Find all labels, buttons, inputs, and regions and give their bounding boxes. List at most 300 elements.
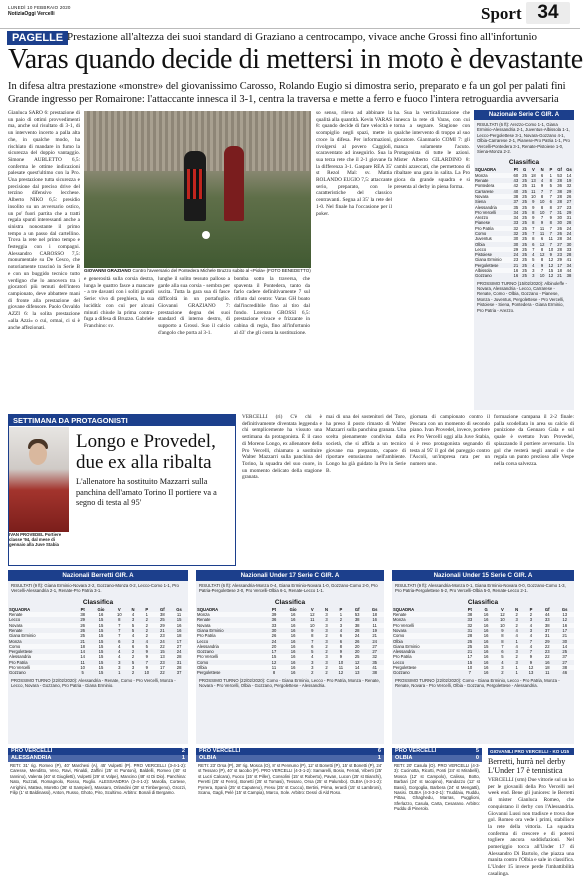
standings-cell: 16 — [478, 654, 494, 659]
standings-cell: 4 — [523, 633, 539, 638]
standings-cell: 15 — [176, 617, 182, 623]
standings-cell: 8 — [501, 638, 504, 644]
standings-cell: 5 — [131, 659, 135, 665]
match-report: RETI: 23' Orsa (P), 28' rig. Mosca (O), 8' st Pennuno (P), 12' st Bonetti (P), 15' st Bonetti (P), 24' st Tessaro (P), 40' st Iacobo (P). PRO VERCELLI (4-3-1-2): Samarelli, Bosio, Ferrati, Viberti (25' st Lucri Calcara), Fuoco (15' st Piller), Consolini (15' st Roberto), Pavan, Lucon (25' st Bianchi), Peretti (25' st Ferro), Bonetti (25' st Tomasi), Tessaro, Orsa (25' st Palumbo). OLBIA (4-3-1-2): Pyrrera, Spanò (25' st Caputeno), Fresu (25' st Cuccu), Bertini, Prima, Ierardi (15' st Lambroni), Scanu, Gagli, Pelè (15' st Campia), Marco, Sole. Arbitro: Dessì di Ald Roso. — [198, 763, 382, 796]
standings-cell: 4 — [127, 633, 139, 638]
standings-column-header: Gf — [557, 167, 562, 173]
standings-cell: Pro Vercelli — [475, 209, 497, 215]
standings-cell: 3 — [494, 665, 510, 670]
standings-cell: 2 — [311, 670, 314, 676]
standings-row — [8, 633, 188, 638]
standings-cell: 2 — [523, 612, 539, 617]
standings-cell: 8 — [538, 205, 547, 210]
standings-cell: 17 — [155, 665, 171, 670]
standings-cell: 3 — [529, 268, 538, 273]
standings-cell: 25 — [562, 649, 568, 655]
standings-cell: 9 — [529, 215, 538, 220]
league-next-round: PROSSIMO TURNO (22/02/2020): Como - Giana Erminio, Lecco - Pro Patria, Monza - Renate, Novara - Pro Vercelli, Olbia - Gozzano, Pergolettese - Alessandria. — [395, 677, 560, 689]
standings-cell: 11 — [539, 231, 545, 236]
standings-cell: 3 — [515, 617, 518, 623]
article-column-3: lunghe il solito tessuto palloso a garde alla sua corsia - sembra per uscita. Tutta la gara sua di fasce difficoltà in un portafoglio. Giovanni GRAZIANO 7: prestazione degna dei suoi standard di interno destro, di supporto a Grossi. Suo il calcio d'angolo che porta al 3-1. — [158, 276, 230, 336]
standings-column-header: P — [549, 167, 553, 173]
standings-cell: 12 — [338, 670, 344, 676]
standings-cell: 22 — [155, 644, 171, 649]
standings-cell: 6 — [339, 638, 343, 644]
standings-cell: 25 — [520, 247, 529, 252]
standings-cell: 43 — [513, 178, 519, 184]
standings-cell: 18 — [75, 644, 91, 649]
standings-cell: 10 — [539, 209, 545, 215]
section-title: Sport — [481, 4, 522, 23]
standings-cell: Novara — [393, 628, 407, 633]
standings-cell: 16 — [478, 612, 494, 617]
standings-cell: 24 — [176, 649, 182, 655]
standings-cell: 27 — [555, 205, 564, 210]
league-standings — [392, 607, 574, 676]
standings-cell: 16 — [483, 649, 489, 655]
standings-cell: 7 — [494, 644, 510, 649]
standings-column-header: V — [117, 606, 121, 612]
standings-cell: 3 — [131, 617, 135, 623]
standings-cell: 9 — [501, 628, 504, 633]
standings-cell: 3 — [304, 665, 320, 670]
standings-cell: 25 — [522, 199, 527, 205]
standings-cell: 10 — [546, 247, 555, 252]
standings-cell: 8 — [272, 670, 276, 676]
standings-cell: 11 — [531, 188, 536, 194]
standings-cell: 3 — [325, 638, 328, 644]
standings-cell: 38 — [511, 194, 520, 199]
standings-cell: 21 — [557, 273, 562, 279]
standings-column-header: SQUADRA — [197, 606, 219, 612]
match-score-home — [392, 748, 482, 755]
standings-cell: 27 — [372, 649, 377, 655]
standings-cell: Como — [197, 659, 209, 665]
standings-column-header: Gs — [566, 167, 572, 173]
standings-cell: 9 — [540, 220, 544, 226]
standings-cell: 16 — [478, 623, 494, 628]
standings-cell: Monza — [9, 638, 22, 644]
standings-cell: 10 — [462, 665, 478, 670]
standings-cell: 28 — [557, 199, 562, 205]
standings-cell: 10 — [338, 659, 344, 665]
article-kicker: Prestazione all'altezza dei suoi standard di Graziano a centrocampo, vivace anche Grossi fino all'infortunio — [67, 31, 538, 43]
standings-cell: Alessandria — [196, 644, 266, 649]
standings-cell: 8 — [529, 236, 538, 241]
standings-cell: 4 — [127, 612, 139, 617]
league-standings — [8, 607, 188, 676]
standings-cell: 2 — [320, 633, 332, 638]
standings-cell: 21 — [160, 628, 165, 633]
match-score-home — [196, 748, 384, 755]
standings-cell: 20 — [266, 644, 282, 649]
standings-cell: 12 — [523, 665, 539, 670]
standings-cell: 34 — [511, 215, 520, 220]
standings-column-header: Gf — [544, 606, 550, 612]
standings-cell: Renate — [475, 178, 489, 184]
standings-column-header: SQUADRA — [475, 167, 497, 173]
standings-cell: 4 — [532, 252, 535, 258]
standings-cell: 4 — [145, 638, 148, 644]
away-score: 1 — [377, 755, 381, 761]
protagonisti-headline: Longo e Provedel, due ex alla ribalta — [76, 431, 216, 473]
standings-cell: 31 — [176, 659, 182, 665]
standings-cell: 7 — [529, 649, 533, 655]
standings-cell: 38 — [557, 188, 562, 194]
protagonisti-bar: SETTIMANA DA PROTAGONISTI — [9, 415, 235, 426]
standings-cell: 28 — [555, 194, 564, 199]
standings-column-header: N — [515, 606, 519, 612]
match-score-away — [392, 755, 482, 762]
standings-cell: Monza — [196, 612, 266, 617]
standings-column-header: Gio — [289, 606, 297, 612]
away-team: ALESSANDRIA — [11, 755, 52, 761]
standings-cell: 28 — [557, 178, 562, 184]
standings-cell: 12 — [562, 617, 568, 623]
standings-cell: 20 — [354, 649, 360, 655]
standings-cell: Gozzano — [475, 273, 492, 279]
standings-cell: Gozzano — [9, 670, 26, 676]
standings-cell: 17 — [176, 638, 182, 644]
serie-c-standings-title: Classifica — [508, 159, 540, 167]
standings-cell: 38 — [555, 665, 574, 670]
standings-column-header: G — [484, 606, 488, 612]
match-box-berretti — [8, 748, 188, 838]
standings-cell: 16 — [478, 633, 494, 638]
standings-cell: 21 — [513, 262, 519, 268]
standings-cell: 25 — [520, 194, 529, 199]
standings-cell: 16 — [290, 628, 296, 633]
standings-cell: 41 — [564, 257, 574, 262]
standings-cell: 6 — [304, 644, 320, 649]
standings-cell: 11 — [545, 670, 550, 676]
standings-cell: 17 — [462, 654, 478, 659]
standings-cell: 32 — [564, 183, 574, 188]
standings-cell: 3 — [320, 654, 332, 659]
standings-cell: 35 — [511, 205, 520, 210]
standings-cell: 10 — [539, 273, 545, 279]
standings-cell: 27 — [557, 241, 562, 247]
standings-cell: 3 — [320, 623, 332, 628]
standings-cell: 5 — [546, 183, 555, 188]
standings-cell: 28 — [555, 247, 564, 252]
standings-cell: 7 — [145, 659, 148, 665]
home-score: 6 — [377, 748, 381, 754]
standings-cell: 3 — [532, 273, 535, 279]
standings-cell: Alessandria — [474, 205, 511, 210]
standings-cell: 30 — [511, 236, 520, 241]
standings-cell: 15 — [478, 644, 494, 649]
standings-cell: Novara — [196, 623, 266, 628]
standings-cell: 8 — [118, 617, 121, 623]
league-results: RISULTATI (9 ft): Giana Erminio-Novara 2-2, Gozzano-Monza 0-2, Lecco-Como 1-1, Pro Vercelli-Alessandria 2-1, Renate-Pro Patria 3-1. — [11, 583, 179, 594]
standings-cell: Pro Vercelli — [196, 654, 266, 659]
standings-cell: 3 — [515, 659, 518, 665]
standings-cell: Novara — [474, 194, 511, 199]
standings-cell: Albissola — [474, 268, 511, 273]
standings-cell: 15 — [98, 617, 104, 623]
standings-cell: 36 — [555, 183, 564, 188]
standings-column-header: Gf — [160, 606, 165, 612]
standings-cell: 2 — [325, 670, 328, 676]
standings-cell: 22 — [160, 670, 165, 676]
standings-cell: 4 — [511, 633, 523, 638]
standings-cell: 26 — [564, 194, 574, 199]
standings-cell: 7 — [540, 188, 544, 194]
standings-cell: 2 — [131, 670, 135, 676]
standings-cell: 32 — [462, 623, 478, 628]
standings-cell: 16 — [290, 649, 296, 655]
standings-cell: 28 — [555, 236, 564, 241]
standings-cell: Giana Erminio — [197, 628, 224, 633]
standings-cell: 31 — [564, 215, 574, 220]
standings-cell: 4 — [523, 644, 539, 649]
section-rule — [0, 28, 580, 29]
standings-cell: 2 — [145, 617, 148, 623]
standings-cell: 16 — [90, 612, 111, 617]
standings-cell: 6 — [538, 173, 547, 178]
standings-cell: Pro Patria — [474, 226, 511, 231]
standings-cell: 9 — [546, 215, 555, 220]
match-score-away — [196, 755, 384, 762]
photo-caption — [84, 268, 311, 274]
standings-body — [196, 612, 384, 676]
standings-cell: Pro Vercelli — [392, 623, 462, 628]
standings-cell: 3 — [529, 628, 533, 633]
standings-cell: 41 — [365, 665, 384, 670]
standings-cell: 20 — [349, 644, 365, 649]
standings-cell: 1 — [139, 612, 155, 617]
standings-column-header: N — [131, 606, 135, 612]
standings-cell: 16 — [290, 638, 296, 644]
standings-cell: 26 — [75, 623, 91, 628]
standings-cell: 25 — [520, 183, 529, 188]
standings-cell: 60 — [511, 173, 520, 178]
match-report: RETI: 20' Casula (O). PRO VERCELLI (4-3-3): Cucinotta, Ricotti, Ponti (24' st Mirabelli), Mosca (12' st Campolo), Calisso, Botto, Barbari (24' st Iacopino), Randazzo (12' st Bassi), Gorgoglia, Barbera (24' st Mengatti), Nasisi. OLBIA (4-3-3-2-1): Truddaiu, Ruddu, Pittau, Ghaghedu, Marras, Pugglioni, Sferlazzo, Casula, Carta, Cesarano. Arbitro: Puddu di Pinerolo. — [394, 763, 480, 812]
standings-cell: 7 — [112, 623, 128, 628]
standings-cell: 29 — [511, 247, 520, 252]
standings-cell: 26 — [266, 633, 282, 638]
standings-cell: 34 — [513, 209, 519, 215]
standings-cell: Renate — [9, 628, 23, 633]
standings-cell: 38 — [75, 612, 91, 617]
match-box-under15 — [392, 748, 482, 838]
standings-cell: Pro Vercelli — [8, 665, 75, 670]
standings-cell: 3 — [529, 617, 533, 623]
standings-cell: 15 — [98, 659, 104, 665]
standings-column-header: SQUADRA — [9, 606, 31, 612]
standings-cell: 7 — [112, 633, 128, 638]
league-box-berretti — [8, 570, 188, 744]
protagonisti-column-1: VERCELLI (ri) C'è chi è definitivamente diventata leggenda e chi semplicemente ha vissuto una settimana da protagonista. È il caso di Moreno Longo, ex allenatore della Pro Vercelli, chiamato a sostituire Walter Mazzarri sulla panchina del Torino, la squadra del suo cuore, in un momento delicato della stagione granata. — [242, 414, 322, 481]
home-score: 5 — [475, 748, 479, 754]
standings-cell: 34 — [564, 236, 574, 241]
standings-cell: 15 — [467, 659, 473, 665]
home-team: PRO VERCELLI — [11, 748, 53, 754]
standings-column-header: P — [339, 606, 343, 612]
standings-cell: 30 — [566, 241, 572, 247]
standings-cell: 15 — [90, 623, 111, 628]
standings-cell: 14 — [564, 173, 574, 178]
standings-cell: 11 — [80, 659, 85, 665]
standings-cell: 38 — [372, 670, 377, 676]
standings-cell: 1 — [118, 670, 121, 676]
league-box-under15 — [392, 570, 574, 744]
league-next-round: PROSSIMO TURNO (22/02/2020): Alessandria - Renate, Como - Pro Vercelli, Monza - Lecco, Novara - Gozzano, Pro Patria - Giana Erminio. — [11, 677, 176, 689]
standings-cell: 23 — [557, 252, 562, 258]
standings-cell: Renate — [197, 617, 211, 623]
standings-cell: 5 — [131, 628, 135, 633]
standings-cell: Gozzano — [393, 670, 410, 676]
standings-cell: 7 — [311, 638, 314, 644]
standings-cell: 2 — [325, 649, 328, 655]
standings-cell: 12 — [271, 659, 277, 665]
standings-cell: 8 — [549, 220, 553, 226]
standings-cell: 7 — [468, 670, 472, 676]
standings-row — [474, 220, 574, 225]
standings-cell: 14 — [555, 644, 574, 649]
standings-body — [392, 612, 574, 676]
standings-cell: Monza — [393, 617, 406, 623]
standings-column-header: Gs — [561, 606, 568, 612]
article-deck: In difesa altra prestazione «monstre» del giovanissimo Carosso, Rolando Eugio si dimostra serio, preparato e fa un gol per palati fini Grande ingresso per Romairone: l'attaccante innesca il 3-1, centra la traversa e mette a ferro e fuoco l'intera retroguardia avversaria — [8, 81, 566, 105]
standings-cell: Olbia — [475, 241, 485, 247]
standings-cell: 13 — [528, 670, 534, 676]
standings-cell: 15 — [266, 654, 282, 659]
standings-cell: 5 — [494, 654, 510, 659]
standings-cell: Giana Erminio — [8, 633, 75, 638]
standings-cell: 31 — [557, 209, 562, 215]
serie-c-standings — [474, 167, 574, 278]
standings-cell: 3 — [325, 617, 328, 623]
photo-caption-text: Contro l'avversario del Pontedera Michele Bruzzo subito al «Piola» (FOTO BENEDETTO) — [132, 268, 311, 273]
standings-cell: 4 — [540, 178, 544, 184]
league-standings — [196, 607, 384, 676]
standings-cell: Pontedera — [474, 183, 511, 188]
standings-cell: 4 — [532, 262, 535, 268]
giovanili-text: VERCELLI (srm) Due vittorie sul un ko per le giovanili della Pro Vercelli nel week end. Bene gli juniores: le Berretti di mister Gianluca Romeo, che conquistano il derby con l'Alessandria. Giovanni Lussi non tradisce e trova due gol. Romeo ora vede i primi, stabilisce la rete della vittoria. La squadra conferma di crescere e di potersi togliere ancora soddisfazioni. Nel pomeriggio tocca all'Under 17 di Alessandro Di Bartolo, che piazza una manita contro l'Olbia e sale in classifica. L'Under 15 invece perde l'imbattibilità casalinga. — [488, 777, 574, 877]
standings-cell: 21 — [80, 638, 85, 644]
standings-cell: 2 — [511, 623, 523, 628]
standings-cell: Juventus — [474, 236, 511, 241]
league-standings-title: Classifica — [274, 598, 306, 606]
standings-cell: 7 — [549, 188, 553, 194]
standings-cell: 4 — [112, 644, 128, 649]
article-headline: Varas quando decide di mettersi in moto è devastante — [8, 44, 583, 75]
standings-column-header: G — [522, 167, 527, 173]
standings-cell: 16 — [372, 617, 377, 623]
standings-cell: 1 — [511, 665, 523, 670]
standings-cell: 25 — [160, 617, 165, 623]
standings-column-header: Pt — [271, 606, 277, 612]
article-photo — [84, 111, 311, 268]
standings-cell: 6 — [501, 649, 504, 655]
league-results: RISULTATI (6 ft): Alessandria-Monza 0-4, Giana Erminio-Novara 1-0, Gozzano-Como 2-0, Pro Patria-Pergolettese 2-0, Pro Vercelli-Olbia 6-1, Renate-Lecco 1-1. — [199, 583, 378, 594]
standings-cell: Pistoiese — [475, 252, 492, 258]
standings-cell: 10 — [529, 194, 538, 199]
league-results: RISULTATI (9 ft): Alessandria-Monza 0-1, Giana Erminio-Novara 0-0, Gozzano-Como 1-3, Pro Patria-Pergolettese 5-2, Pro Vercelli-Olbia 5-0, Renate-Lecco 2-1. — [395, 583, 566, 594]
standings-cell: 18 — [170, 633, 188, 638]
photo-head — [29, 443, 47, 465]
standings-cell: 37 — [555, 654, 574, 659]
standings-cell: 25 — [522, 178, 527, 184]
standings-cell: 22 — [539, 644, 555, 649]
standings-cell: 42 — [511, 183, 520, 188]
serie-c-next-round: PROSSIMO TURNO (15/02/2020): Albinoleffe - Novara, Alessandria - Lecco, Carrarese - Renate, Como - Olbia, Gozzano - Pianese, Monza - Juventus, Pergolettese - Pro Vercelli, Pistoiese - Siena, Pontedera - Giana Erminio, Pro Patria - Arezzo. — [477, 280, 567, 313]
standings-cell: 25 — [467, 638, 473, 644]
header-date: LUNEDÌ 10 FEBBRAIO 2020 — [8, 5, 71, 10]
standings-cell: 44 — [564, 268, 574, 273]
standings-cell: 24 — [160, 638, 165, 644]
standings-cell: 11 — [546, 236, 555, 241]
standings-cell: 14 — [349, 665, 365, 670]
standings-cell: 27 — [562, 659, 568, 665]
standings-cell: 18 — [539, 665, 555, 670]
standings-cell: 46 — [562, 670, 568, 676]
standings-cell: 37 — [513, 199, 519, 205]
standings-cell: 8 — [549, 178, 553, 184]
standings-cell: 38 — [566, 273, 572, 279]
standings-cell: 3 — [112, 665, 128, 670]
standings-cell: 8 — [494, 633, 510, 638]
standings-cell: 29 — [80, 617, 85, 623]
standings-cell: 38 — [349, 623, 365, 628]
standings-cell: 11 — [529, 183, 538, 188]
standings-cell: 6 — [538, 236, 547, 241]
standings-cell: 25 — [520, 173, 529, 178]
standings-row — [474, 273, 574, 278]
away-team: OLBIA — [395, 755, 413, 761]
home-score: 2 — [181, 748, 185, 754]
standings-cell: 15 — [98, 638, 104, 644]
standings-cell: Pianese — [475, 220, 491, 226]
standings-cell: 11 — [538, 226, 547, 231]
away-team: OLBIA — [199, 755, 217, 761]
standings-cell: 24 — [566, 231, 572, 236]
standings-cell: 1 — [333, 612, 349, 617]
standings-column-header: Gio — [97, 606, 105, 612]
standings-cell: 25 — [522, 252, 527, 258]
standings-cell: 30 — [562, 638, 568, 644]
standings-cell: 8 — [538, 194, 547, 199]
standings-cell: 3 — [325, 659, 328, 665]
standings-cell: 1 — [546, 173, 555, 178]
standings-cell: 9 — [339, 649, 343, 655]
standings-cell: 3 — [515, 649, 518, 655]
standings-cell: 17 — [271, 649, 277, 655]
standings-cell: 24 — [372, 638, 377, 644]
standings-cell: Pergolettese — [197, 670, 221, 676]
league-title: Nazionali Under 17 Serie C GIR. A — [196, 570, 384, 581]
standings-cell: 23 — [564, 205, 574, 210]
section-tag: PAGELLE — [7, 31, 68, 45]
standings-cell: Renate — [8, 612, 75, 617]
standings-cell: Pro Patria — [392, 654, 462, 659]
standings-cell: 25 — [522, 220, 527, 226]
standings-cell: Como — [8, 644, 75, 649]
standings-cell: 2 — [511, 654, 523, 659]
standings-cell: 9 — [532, 199, 535, 205]
standings-cell: 4 — [515, 628, 518, 633]
standings-cell: 13 — [555, 612, 574, 617]
standings-cell: 24 — [513, 252, 519, 258]
standings-cell: 18 — [529, 173, 538, 178]
standings-cell: 15 — [160, 649, 165, 655]
photo-player-1-shirt — [187, 169, 203, 199]
standings-body — [474, 173, 574, 279]
giovanili-headline: Berretti, hurrà nel derby L'Under 17 è tennistica — [488, 757, 566, 775]
standings-cell: 26 — [557, 231, 562, 236]
